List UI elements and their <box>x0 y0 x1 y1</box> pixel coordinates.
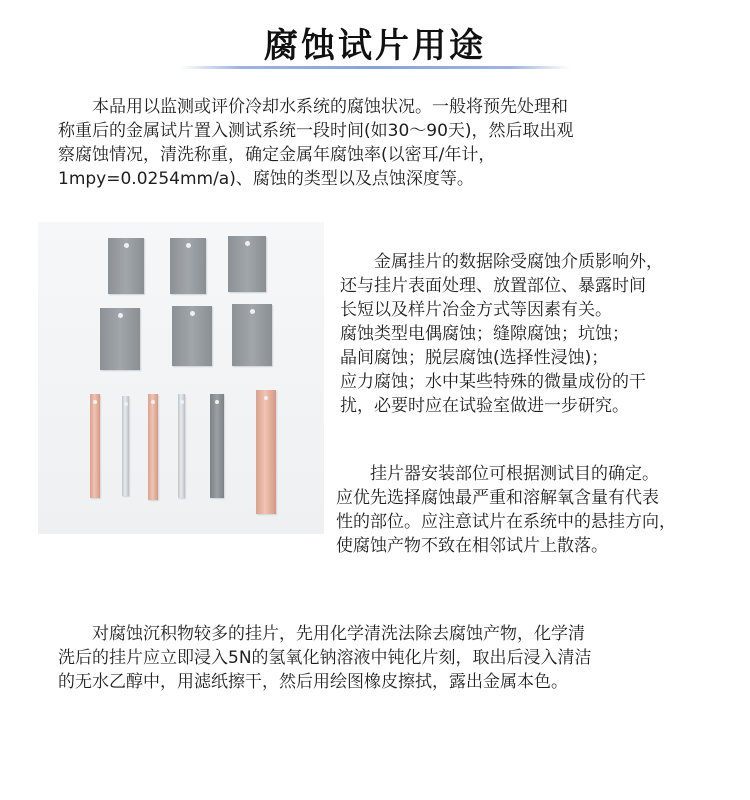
intro-paragraph <box>58 95 698 191</box>
installation-line: 使腐蚀产物不致在相邻试片上散落。 <box>336 536 608 556</box>
cleaning-paragraph <box>58 622 718 694</box>
page-title: 腐蚀试片用途 <box>264 26 486 66</box>
gray-strip <box>210 394 224 498</box>
factors-line: 还与挂片表面处理、放置部位、暴露时间 <box>340 276 646 296</box>
silver-strip <box>178 394 185 498</box>
factors-line: 金属挂片的数据除受腐蚀介质影响外， <box>340 252 663 272</box>
factors-line: 腐蚀类型电偶腐蚀；缝隙腐蚀；坑蚀； <box>340 324 629 344</box>
coupon <box>232 304 272 366</box>
installation-paragraph <box>336 462 736 558</box>
intro-line: 1mpy=0.0254mm/a)、腐蚀的类型以及点蚀深度等。 <box>58 169 474 189</box>
coupon-product-photo <box>38 222 324 534</box>
installation-line: 应优先选择腐蚀最严重和溶解氧含量有代表 <box>336 488 659 508</box>
copper-strip <box>256 390 276 514</box>
cleaning-line: 对腐蚀沉积物较多的挂片，先用化学清洗法除去腐蚀产物，化学清 <box>58 624 585 644</box>
intro-line: 称重后的金属试片置入测试系统一段时间(如30～90天)，然后取出观 <box>58 121 574 141</box>
intro-line: 察腐蚀情况，清洗称重，确定金属年腐蚀率(以密耳/年计， <box>58 145 496 165</box>
factors-line: 应力腐蚀；水中某些特殊的微量成份的干 <box>340 372 646 392</box>
factors-paragraph <box>340 250 730 418</box>
installation-line: 挂片器安装部位可根据测试目的确定。 <box>336 464 659 484</box>
coupon <box>172 306 212 366</box>
title-underline <box>180 66 570 69</box>
cleaning-line: 的无水乙醇中，用滤纸擦干，然后用绘图橡皮擦拭，露出金属本色。 <box>58 672 568 692</box>
cleaning-line: 洗后的挂片应立即浸入5N的氢氧化钠溶液中钝化片刻，取出后浸入清洁 <box>58 648 592 668</box>
coupon <box>100 308 140 370</box>
coupon <box>228 236 266 292</box>
silver-strip <box>122 396 129 496</box>
coupon <box>108 238 144 294</box>
copper-strip <box>90 394 100 498</box>
factors-line: 晶间腐蚀；脱层腐蚀(选择性浸蚀)； <box>340 348 609 368</box>
copper-strip <box>148 394 158 500</box>
intro-line: 本品用以监测或评价冷却水系统的腐蚀状况。一般将预先处理和 <box>58 97 568 117</box>
coupon <box>170 238 206 294</box>
factors-line: 扰，必要时应在试验室做进一步研究。 <box>340 396 629 416</box>
installation-line: 性的部位。应注意试片在系统中的悬挂方向， <box>336 512 676 532</box>
factors-line: 长短以及样片冶金方式等因素有关。 <box>340 300 612 320</box>
